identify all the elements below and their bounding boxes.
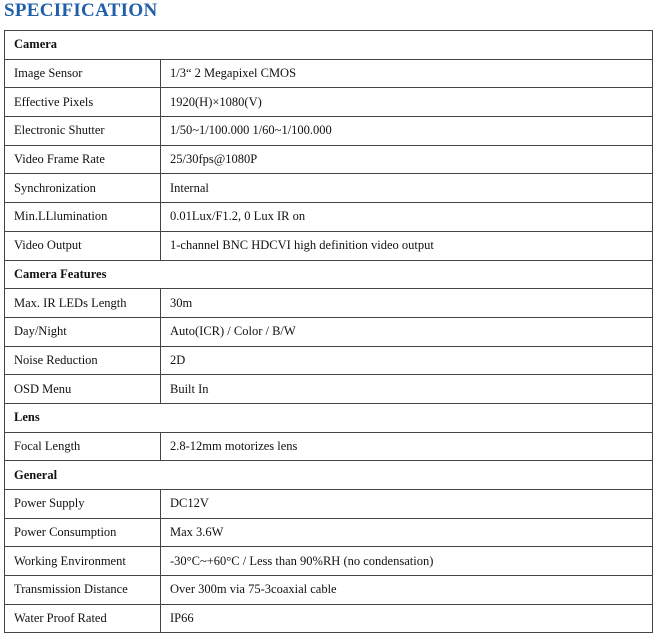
spec-label: Video Frame Rate (5, 145, 161, 174)
spec-value: Over 300m via 75-3coaxial cable (161, 576, 653, 605)
spec-label: Water Proof Rated (5, 604, 161, 633)
spec-value: IP66 (161, 604, 653, 633)
table-row (5, 289, 653, 318)
section-title: Lens (5, 403, 653, 432)
spec-label: Video Output (5, 231, 161, 260)
section-header-camera-features (5, 260, 653, 289)
spec-label: Effective Pixels (5, 88, 161, 117)
spec-label: Electronic Shutter (5, 117, 161, 146)
spec-label: Working Environment (5, 547, 161, 576)
spec-value: 2D (161, 346, 653, 375)
table-row (5, 203, 653, 232)
table-row (5, 604, 653, 633)
spec-label: Synchronization (5, 174, 161, 203)
page-title: SPECIFICATION (4, 0, 158, 21)
specification-table (4, 30, 653, 633)
spec-value: 2.8-12mm motorizes lens (161, 432, 653, 461)
table-row (5, 145, 653, 174)
table-row (5, 231, 653, 260)
table-row (5, 518, 653, 547)
spec-value: 1-channel BNC HDCVI high definition video output (161, 231, 653, 260)
spec-value: 1/50~1/100.000 1/60~1/100.000 (161, 117, 653, 146)
spec-value: 30m (161, 289, 653, 318)
spec-value: Internal (161, 174, 653, 203)
table-row (5, 346, 653, 375)
table-row (5, 576, 653, 605)
spec-value: -30°C~+60°C / Less than 90%RH (no condensation) (161, 547, 653, 576)
spec-value: 0.01Lux/F1.2, 0 Lux IR on (161, 203, 653, 232)
spec-value: DC12V (161, 490, 653, 519)
section-title: Camera (5, 31, 653, 60)
section-title: General (5, 461, 653, 490)
spec-label: Focal Length (5, 432, 161, 461)
section-header-camera (5, 31, 653, 60)
spec-value: 1/3“ 2 Megapixel CMOS (161, 59, 653, 88)
table-row (5, 59, 653, 88)
table-row (5, 88, 653, 117)
table-row (5, 547, 653, 576)
section-header-general (5, 461, 653, 490)
spec-value: 25/30fps@1080P (161, 145, 653, 174)
spec-label: Power Consumption (5, 518, 161, 547)
table-row (5, 375, 653, 404)
spec-value: Max 3.6W (161, 518, 653, 547)
spec-value: Auto(ICR) / Color / B/W (161, 317, 653, 346)
spec-label: Min.LLlumination (5, 203, 161, 232)
spec-value: 1920(H)×1080(V) (161, 88, 653, 117)
spec-label: Transmission Distance (5, 576, 161, 605)
spec-label: Image Sensor (5, 59, 161, 88)
section-title: Camera Features (5, 260, 653, 289)
spec-label: Max. IR LEDs Length (5, 289, 161, 318)
table-row (5, 174, 653, 203)
table-row (5, 317, 653, 346)
table-row (5, 432, 653, 461)
spec-label: Noise Reduction (5, 346, 161, 375)
spec-label: Day/Night (5, 317, 161, 346)
table-row (5, 490, 653, 519)
table-row (5, 117, 653, 146)
section-header-lens (5, 403, 653, 432)
spec-label: OSD Menu (5, 375, 161, 404)
spec-value: Built In (161, 375, 653, 404)
spec-label: Power Supply (5, 490, 161, 519)
